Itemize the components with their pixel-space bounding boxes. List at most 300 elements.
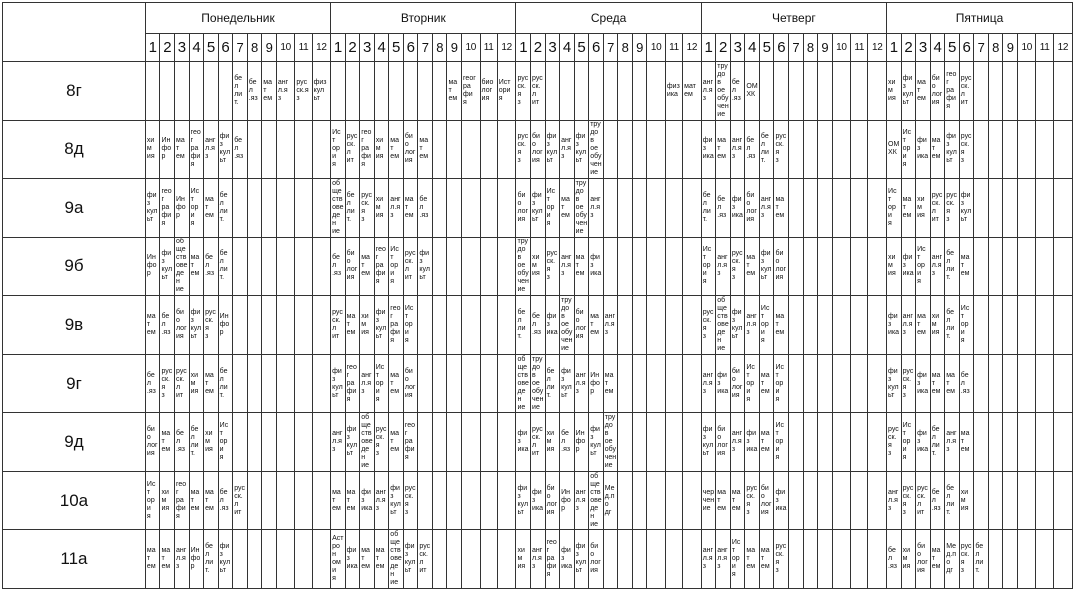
- lesson-cell: [701, 62, 716, 121]
- lesson-cell: [745, 471, 760, 530]
- lesson-cell: [803, 179, 818, 238]
- lesson-cell: [851, 120, 868, 179]
- lesson-cell: [603, 471, 618, 530]
- lesson-cell: [974, 413, 989, 472]
- lesson-cell: [774, 471, 789, 530]
- lesson-cell: [574, 120, 589, 179]
- lesson-cell: [974, 530, 989, 589]
- lesson-cell: [603, 62, 618, 121]
- lesson-cell: [618, 296, 633, 355]
- subject-label: бел .яз: [532, 312, 541, 336]
- lesson-cell: [851, 179, 868, 238]
- subject-label: бел .яз: [146, 371, 156, 395]
- lesson-cell: [560, 120, 575, 179]
- subject-label: мат ем: [404, 195, 414, 219]
- subject-label: мат ем: [931, 371, 941, 395]
- lesson-cell: [1053, 413, 1072, 472]
- lesson-cell: [832, 413, 851, 472]
- lesson-number: 5: [945, 34, 960, 62]
- lesson-cell: [462, 62, 481, 121]
- lesson-cell: [360, 120, 375, 179]
- lesson-cell: [868, 354, 887, 413]
- lesson-cell: [818, 296, 833, 355]
- lesson-cell: [374, 296, 389, 355]
- lesson-number: 6: [218, 34, 233, 62]
- lesson-cell: [560, 413, 575, 472]
- lesson-cell: [774, 62, 789, 121]
- subject-label: геог ра фи я: [463, 74, 476, 106]
- subject-label: Аст рон оми я: [332, 535, 344, 583]
- subject-label: мат ем: [917, 312, 926, 336]
- lesson-cell: [516, 413, 531, 472]
- subject-label: рус ск.я з: [731, 250, 743, 282]
- lesson-cell: [145, 237, 160, 296]
- subject-label: Ист ори я: [190, 187, 200, 227]
- subject-label: Ист ори я: [219, 422, 229, 462]
- subject-label: физ кул ьт: [888, 367, 899, 399]
- lesson-number: 4: [930, 34, 945, 62]
- subject-label: Ист ори я: [888, 187, 897, 227]
- lesson-cell: [988, 62, 1003, 121]
- lesson-cell: [480, 471, 497, 530]
- subject-label: мат ем: [205, 195, 214, 219]
- lesson-cell: [374, 237, 389, 296]
- subject-label: био лог ия: [575, 308, 587, 340]
- lesson-cell: [218, 471, 233, 530]
- lesson-cell: [818, 471, 833, 530]
- lesson-cell: [1003, 530, 1018, 589]
- lesson-cell: [945, 530, 960, 589]
- lesson-cell: [403, 354, 418, 413]
- lesson-cell: [160, 530, 175, 589]
- lesson-number: 11: [480, 34, 497, 62]
- lesson-cell: [247, 62, 262, 121]
- lesson-cell: [974, 179, 989, 238]
- lesson-cell: [403, 120, 418, 179]
- subject-label: Ист ори я: [760, 304, 770, 344]
- subject-label: Ист ори я: [146, 480, 156, 520]
- subject-label: био лог ия: [746, 191, 757, 223]
- lesson-number: 8: [432, 34, 447, 62]
- lesson-cell: [276, 471, 295, 530]
- subject-label: физ кул ьт: [161, 250, 173, 282]
- subject-label: рус ск.я з: [702, 308, 714, 340]
- subject-label: бел .яз: [561, 430, 571, 454]
- subject-label: мат ем: [960, 254, 970, 278]
- lesson-cell: [545, 413, 560, 472]
- lesson-cell: [1003, 471, 1018, 530]
- subject-label: мат ем: [561, 195, 570, 219]
- subject-label: анг л.я з: [332, 430, 343, 454]
- lesson-cell: [901, 120, 916, 179]
- lesson-cell: [497, 237, 516, 296]
- lesson-cell: [545, 237, 560, 296]
- lesson-cell: [462, 296, 481, 355]
- lesson-cell: [389, 530, 404, 589]
- lesson-cell: [618, 354, 633, 413]
- lesson-cell: [374, 179, 389, 238]
- subject-label: физ кул ьт: [760, 250, 772, 282]
- corner-cell: [3, 3, 146, 62]
- subject-label: мат ем: [448, 78, 458, 102]
- lesson-cell: [189, 179, 204, 238]
- subject-label: рус ск.я з: [902, 484, 914, 516]
- lesson-cell: [462, 237, 481, 296]
- lesson-cell: [432, 62, 447, 121]
- lesson-number: 4: [560, 34, 575, 62]
- subject-label: об ще ств ове ден ие: [590, 472, 602, 528]
- lesson-cell: [774, 354, 789, 413]
- lesson-cell: [988, 179, 1003, 238]
- lesson-cell: [418, 354, 433, 413]
- lesson-number: 7: [789, 34, 804, 62]
- lesson-cell: [665, 413, 682, 472]
- lesson-cell: [516, 237, 531, 296]
- subject-label: бел ли т.: [946, 484, 955, 516]
- lesson-number: 6: [959, 34, 974, 62]
- subject-label: анг л.я з: [575, 488, 586, 512]
- subject-label: анг л.я з: [375, 488, 387, 512]
- class-name: 8г: [3, 62, 146, 121]
- lesson-cell: [497, 179, 516, 238]
- lesson-cell: [959, 179, 974, 238]
- lesson-cell: [851, 354, 868, 413]
- lesson-cell: [632, 296, 647, 355]
- lesson-cell: [632, 530, 647, 589]
- lesson-cell: [312, 120, 331, 179]
- lesson-cell: [916, 413, 931, 472]
- lesson-cell: [480, 120, 497, 179]
- subject-label: анг л.я з: [604, 312, 616, 336]
- lesson-cell: [916, 354, 931, 413]
- subject-label: рус ск.л ит: [532, 426, 543, 458]
- subject-label: физ кул ьт: [190, 308, 202, 340]
- subject-label: анг л.я з: [760, 195, 772, 219]
- lesson-cell: [1003, 179, 1018, 238]
- day-header: Четверг: [701, 3, 886, 34]
- lesson-cell: [574, 296, 589, 355]
- lesson-cell: [331, 179, 346, 238]
- lesson-cell: [345, 62, 360, 121]
- subject-label: ОМ ХК: [746, 82, 758, 98]
- lesson-cell: [480, 530, 497, 589]
- subject-label: мат ем: [717, 137, 726, 161]
- lesson-number: 2: [531, 34, 546, 62]
- class-row: [3, 413, 1073, 472]
- lesson-cell: [959, 237, 974, 296]
- lesson-cell: [701, 413, 716, 472]
- lesson-cell: [665, 296, 682, 355]
- subject-label: анг л.я з: [205, 137, 216, 161]
- lesson-cell: [803, 471, 818, 530]
- lesson-cell: [145, 413, 160, 472]
- lesson-cell: [745, 413, 760, 472]
- lesson-cell: [295, 237, 312, 296]
- subject-label: мат ем: [390, 430, 400, 454]
- lesson-number: 6: [774, 34, 789, 62]
- subject-label: бел .яз: [888, 547, 897, 571]
- lesson-cell: [233, 296, 248, 355]
- lesson-cell: [462, 471, 481, 530]
- subject-label: мат ем: [731, 488, 741, 512]
- subject-label: физ ика: [902, 254, 914, 278]
- subject-label: бел .яз: [931, 488, 941, 512]
- subject-label: рус ск.я з: [517, 133, 529, 165]
- lesson-cell: [1003, 354, 1018, 413]
- lesson-number: 9: [447, 34, 462, 62]
- lesson-cell: [901, 296, 916, 355]
- lesson-cell: [818, 413, 833, 472]
- lesson-cell: [145, 120, 160, 179]
- lesson-cell: [276, 530, 295, 589]
- lesson-cell: [189, 237, 204, 296]
- lesson-cell: [160, 179, 175, 238]
- class-name: 11а: [3, 530, 146, 589]
- lesson-cell: [331, 296, 346, 355]
- lesson-cell: [618, 413, 633, 472]
- subject-label: физ кул ьт: [702, 426, 714, 458]
- lesson-cell: [233, 120, 248, 179]
- lesson-cell: [516, 120, 531, 179]
- lesson-cell: [789, 237, 804, 296]
- subject-label: био лог ия: [546, 484, 558, 516]
- lesson-cell: [462, 354, 481, 413]
- lesson-cell: [832, 296, 851, 355]
- lesson-cell: [632, 62, 647, 121]
- lesson-cell: [360, 413, 375, 472]
- subject-label: физ ика: [888, 312, 900, 336]
- lesson-number: 3: [360, 34, 375, 62]
- lesson-cell: [745, 354, 760, 413]
- subject-label: бел .яз: [332, 254, 342, 278]
- lesson-cell: [374, 413, 389, 472]
- lesson-cell: [418, 62, 433, 121]
- lesson-cell: [868, 471, 887, 530]
- subject-label: мат ем: [361, 547, 370, 571]
- lesson-cell: [574, 413, 589, 472]
- subject-label: Ин фо р: [146, 254, 157, 278]
- lesson-cell: [851, 530, 868, 589]
- lesson-cell: [618, 62, 633, 121]
- subject-label: физ ика: [346, 547, 358, 571]
- subject-label: бел ли т.: [975, 543, 984, 575]
- subject-label: мат ем: [205, 488, 214, 512]
- lesson-cell: [701, 237, 716, 296]
- lesson-cell: [701, 471, 716, 530]
- lesson-number: 2: [160, 34, 175, 62]
- lesson-cell: [432, 354, 447, 413]
- subject-label: мат ем: [263, 78, 273, 102]
- lesson-cell: [759, 530, 774, 589]
- lesson-cell: [1036, 237, 1053, 296]
- lesson-cell: [945, 179, 960, 238]
- subject-label: мат ем: [190, 488, 200, 512]
- lesson-cell: [145, 471, 160, 530]
- lesson-cell: [789, 62, 804, 121]
- class-row: [3, 296, 1073, 355]
- subject-label: анг л.я з: [702, 371, 714, 395]
- lesson-cell: [1036, 296, 1053, 355]
- lesson-cell: [418, 413, 433, 472]
- lesson-cell: [295, 530, 312, 589]
- subject-label: рус ск.я з: [375, 426, 387, 458]
- subject-label: хим ия: [375, 137, 384, 161]
- subject-label: хим ия: [361, 312, 369, 336]
- lesson-cell: [745, 62, 760, 121]
- subject-label: хим ия: [190, 371, 199, 395]
- subject-label: физ ика: [517, 430, 529, 454]
- subject-label: анг л.я з: [946, 430, 957, 454]
- lesson-cell: [295, 296, 312, 355]
- lesson-cell: [832, 179, 851, 238]
- subject-label: физ ика: [731, 195, 743, 219]
- lesson-number: 11: [851, 34, 868, 62]
- subject-label: хим ия: [161, 488, 170, 512]
- subject-label: бел ли т.: [946, 308, 955, 340]
- lesson-cell: [312, 296, 331, 355]
- subject-label: мат ем: [346, 312, 356, 336]
- lesson-cell: [389, 413, 404, 472]
- subject-label: анг л.я з: [902, 312, 913, 336]
- lesson-cell: [930, 120, 945, 179]
- lesson-cell: [389, 120, 404, 179]
- subject-label: бел ли т.: [760, 133, 769, 165]
- lesson-cell: [988, 471, 1003, 530]
- subject-label: рус ск.я з: [775, 133, 787, 165]
- lesson-cell: [716, 296, 731, 355]
- lesson-cell: [716, 237, 731, 296]
- lesson-cell: [462, 120, 481, 179]
- lesson-number: 12: [1053, 34, 1072, 62]
- lesson-number: 3: [730, 34, 745, 62]
- lesson-cell: [360, 62, 375, 121]
- lesson-cell: [745, 530, 760, 589]
- lesson-number: 11: [295, 34, 312, 62]
- lesson-cell: [618, 530, 633, 589]
- lesson-cell: [403, 296, 418, 355]
- lesson-cell: [916, 179, 931, 238]
- subject-label: геог ра фи я: [161, 187, 172, 227]
- subject-label: мат ем: [146, 312, 156, 336]
- lesson-cell: [683, 179, 702, 238]
- lesson-cell: [818, 237, 833, 296]
- lesson-cell: [887, 296, 902, 355]
- lesson-number: 12: [683, 34, 702, 62]
- lesson-cell: [789, 120, 804, 179]
- lesson-cell: [418, 179, 433, 238]
- subject-label: тру дов ое обу чен ие: [517, 238, 529, 294]
- lesson-cell: [175, 354, 190, 413]
- lesson-cell: [789, 413, 804, 472]
- lesson-cell: [959, 413, 974, 472]
- lesson-cell: [545, 62, 560, 121]
- lesson-cell: [1036, 354, 1053, 413]
- lesson-cell: [218, 296, 233, 355]
- lesson-cell: [632, 413, 647, 472]
- subject-label: анг л.я з: [561, 137, 572, 161]
- lesson-cell: [589, 120, 604, 179]
- lesson-number: 1: [516, 34, 531, 62]
- lesson-cell: [175, 237, 190, 296]
- lesson-cell: [887, 471, 902, 530]
- lesson-cell: [1053, 120, 1072, 179]
- subject-label: физ кул ьт: [575, 133, 587, 165]
- lesson-cell: [759, 354, 774, 413]
- subject-label: бел ли т.: [205, 543, 214, 575]
- lesson-cell: [447, 179, 462, 238]
- lesson-cell: [851, 471, 868, 530]
- lesson-cell: [959, 62, 974, 121]
- lesson-cell: [545, 120, 560, 179]
- subject-label: био лог ия: [404, 133, 416, 165]
- lesson-cell: [959, 471, 974, 530]
- subject-label: мат ем: [931, 137, 941, 161]
- lesson-cell: [218, 354, 233, 413]
- subject-label: бел .яз: [205, 254, 215, 278]
- lesson-cell: [262, 354, 277, 413]
- subject-label: анг л.я з: [702, 547, 714, 571]
- lesson-cell: [189, 471, 204, 530]
- lesson-cell: [574, 62, 589, 121]
- lesson-cell: [574, 237, 589, 296]
- lesson-cell: [832, 62, 851, 121]
- subject-label: тру дов ое обу чен ие: [532, 355, 544, 411]
- subject-label: хим ия: [532, 254, 540, 278]
- subject-label: бел .яз: [960, 371, 970, 395]
- lesson-number: 12: [868, 34, 887, 62]
- lesson-cell: [374, 530, 389, 589]
- lesson-cell: [360, 296, 375, 355]
- lesson-cell: [233, 471, 248, 530]
- lesson-cell: [868, 237, 887, 296]
- lesson-cell: [276, 120, 295, 179]
- lesson-cell: [531, 530, 546, 589]
- subject-label: анг л.я з: [361, 371, 372, 395]
- lesson-cell: [545, 530, 560, 589]
- lesson-cell: [730, 296, 745, 355]
- lesson-number: 12: [497, 34, 516, 62]
- subject-label: анг л.я з: [176, 547, 187, 571]
- lesson-cell: [516, 354, 531, 413]
- lesson-number: 6: [403, 34, 418, 62]
- subject-label: рус ск.я з: [205, 308, 216, 340]
- lesson-cell: [716, 62, 731, 121]
- lesson-cell: [603, 120, 618, 179]
- subject-label: рус ск.л ит: [404, 250, 416, 282]
- lesson-cell: [1017, 471, 1036, 530]
- lesson-cell: [204, 237, 219, 296]
- subject-label: об ще ств ове ден ие: [717, 296, 729, 352]
- subject-label: физ ика: [746, 430, 758, 454]
- subject-label: био лог ия: [717, 426, 728, 458]
- lesson-cell: [1017, 179, 1036, 238]
- class-row: [3, 354, 1073, 413]
- subject-label: бел .яз: [419, 195, 429, 219]
- subject-label: Ист ори я: [917, 246, 926, 286]
- lesson-cell: [683, 354, 702, 413]
- lesson-cell: [145, 62, 160, 121]
- subject-label: мат ем: [775, 195, 785, 219]
- subject-label: мат ем: [176, 137, 185, 161]
- lesson-cell: [247, 354, 262, 413]
- lesson-cell: [262, 530, 277, 589]
- lesson-cell: [930, 62, 945, 121]
- class-name: 9а: [3, 179, 146, 238]
- subject-label: физ ика: [775, 488, 787, 512]
- subject-label: об ще ств ове ден ие: [176, 238, 188, 294]
- subject-label: био лог ия: [590, 543, 601, 575]
- lesson-cell: [218, 237, 233, 296]
